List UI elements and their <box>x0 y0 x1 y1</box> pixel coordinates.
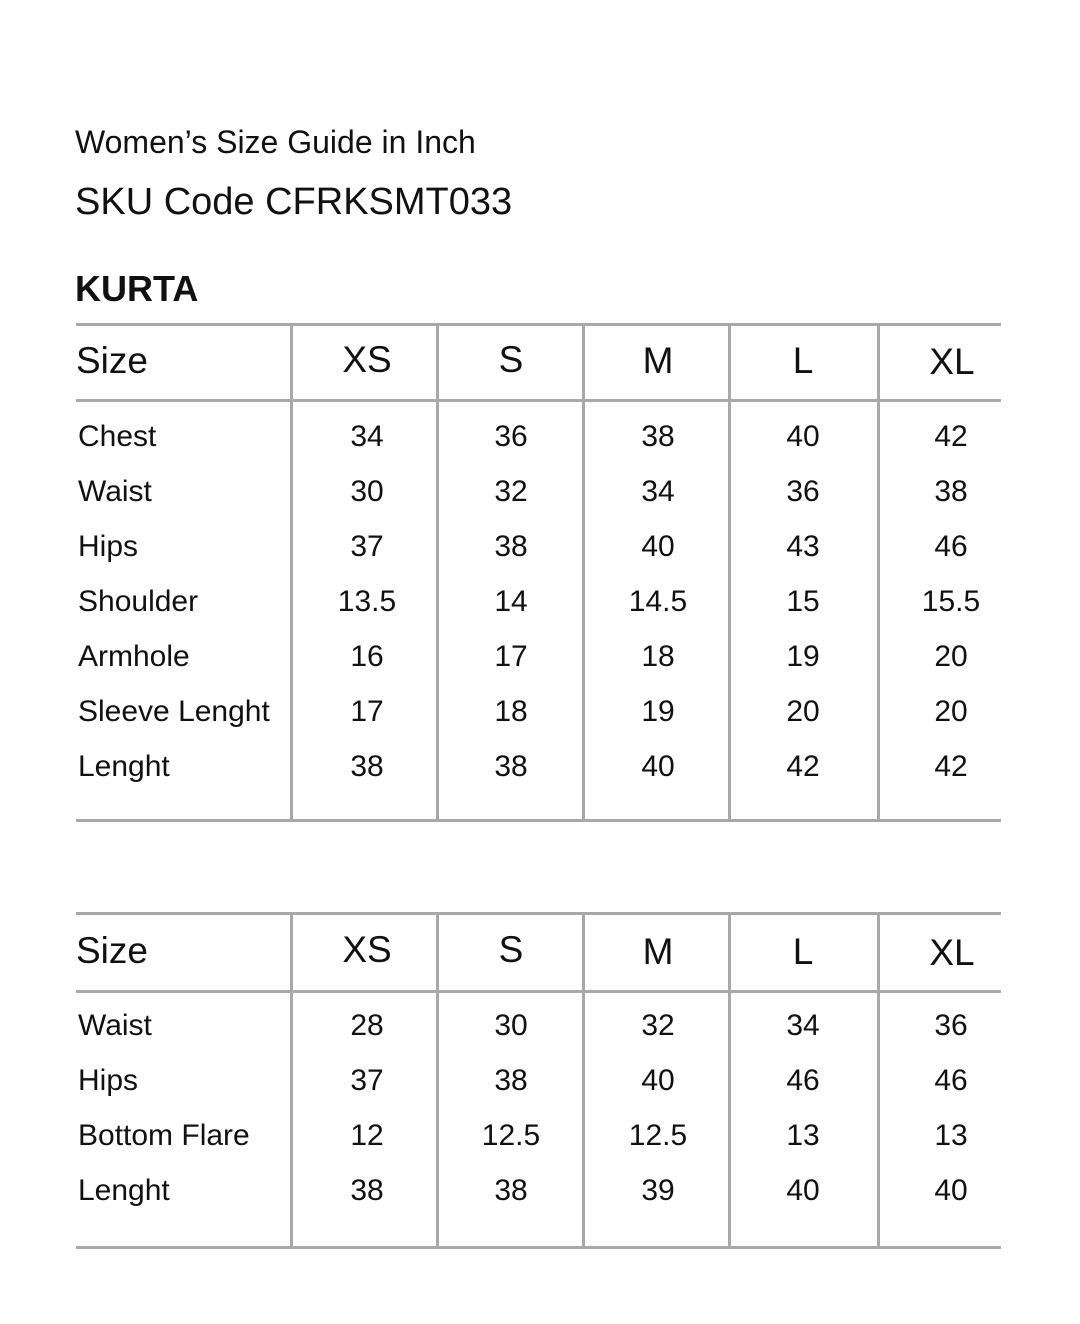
table-cell: 20 <box>934 695 968 728</box>
table-cell: 38 <box>494 750 528 783</box>
table-cell: 40 <box>786 420 820 453</box>
table-rule-header <box>76 399 1001 402</box>
size-header-s: S <box>498 929 524 970</box>
table-cell: 38 <box>494 1174 528 1207</box>
table-cell: 15 <box>786 585 820 618</box>
kurta-size-table <box>76 323 1001 825</box>
table-cell: 15.5 <box>921 585 981 618</box>
table-rule-bottom <box>76 1246 1001 1249</box>
table-cell: 43 <box>786 530 820 563</box>
table-cell: 12.5 <box>481 1119 541 1152</box>
table-cell: 14.5 <box>628 585 688 618</box>
table-cell: 40 <box>641 1064 675 1097</box>
table-rule-header <box>76 990 1001 993</box>
table-cell: 37 <box>350 530 384 563</box>
table-cell: 30 <box>350 475 384 508</box>
table-cell: 38 <box>494 530 528 563</box>
table-cell: 42 <box>934 420 968 453</box>
size-header-label: Size <box>76 340 148 381</box>
table-cell: 18 <box>494 695 528 728</box>
table-rule-top <box>76 323 1001 326</box>
table-cell: 34 <box>786 1009 820 1042</box>
table-cell: 38 <box>934 475 968 508</box>
column-divider <box>728 325 731 821</box>
table-cell: 17 <box>350 695 384 728</box>
row-label: Bottom Flare <box>78 1119 250 1152</box>
row-label: Lenght <box>78 750 170 783</box>
size-header-l: L <box>792 931 814 972</box>
size-header-label: Size <box>76 930 148 971</box>
table-rule-bottom <box>76 819 1001 822</box>
size-header-xl: XL <box>929 341 975 382</box>
table-cell: 34 <box>641 475 675 508</box>
size-header-s: S <box>498 339 524 380</box>
section-title-kurta: KURTA <box>75 268 199 309</box>
size-header-m: M <box>642 931 674 972</box>
table-cell: 40 <box>934 1174 968 1207</box>
table-cell: 40 <box>641 530 675 563</box>
row-label: Chest <box>78 420 157 453</box>
table-rule-top <box>76 912 1001 915</box>
table-cell: 40 <box>641 750 675 783</box>
table-cell: 18 <box>641 640 675 673</box>
row-label: Waist <box>78 475 152 508</box>
column-divider <box>877 914 880 1248</box>
table-cell: 38 <box>350 1174 384 1207</box>
bottom-size-table <box>76 912 1001 1252</box>
table-cell: 36 <box>786 475 820 508</box>
table-cell: 42 <box>786 750 820 783</box>
column-divider <box>290 914 293 1248</box>
table-cell: 39 <box>641 1174 675 1207</box>
table-cell: 17 <box>494 640 528 673</box>
table-cell: 19 <box>641 695 675 728</box>
row-label: Hips <box>78 530 139 563</box>
table-cell: 32 <box>641 1009 675 1042</box>
table-cell: 13 <box>786 1119 820 1152</box>
table-cell: 20 <box>934 640 968 673</box>
size-header-xl: XL <box>929 932 975 973</box>
table-cell: 28 <box>350 1009 384 1042</box>
column-divider <box>290 325 293 821</box>
table-cell: 46 <box>934 1064 968 1097</box>
table-cell: 38 <box>350 750 384 783</box>
column-divider <box>877 325 880 821</box>
sku-code: SKU Code CFRKSMT033 <box>75 181 513 223</box>
table-cell: 30 <box>494 1009 528 1042</box>
table-cell: 32 <box>494 475 528 508</box>
table-cell: 13.5 <box>337 585 397 618</box>
column-divider <box>582 914 585 1248</box>
row-label: Armhole <box>78 640 190 673</box>
row-label: Lenght <box>78 1174 170 1207</box>
table-cell: 36 <box>494 420 528 453</box>
table-cell: 38 <box>494 1064 528 1097</box>
table-cell: 12.5 <box>628 1119 688 1152</box>
table-cell: 20 <box>786 695 820 728</box>
table-cell: 12 <box>350 1119 384 1152</box>
column-divider <box>728 914 731 1248</box>
row-label: Hips <box>78 1064 139 1097</box>
table-cell: 19 <box>786 640 820 673</box>
size-guide-title: Women’s Size Guide in Inch <box>75 124 476 160</box>
size-header-m: M <box>642 340 674 381</box>
table-cell: 46 <box>934 530 968 563</box>
row-label: Shoulder <box>78 585 199 618</box>
table-cell: 38 <box>641 420 675 453</box>
size-header-l: L <box>792 340 814 381</box>
table-cell: 40 <box>786 1174 820 1207</box>
row-label: Waist <box>78 1009 152 1042</box>
table-cell: 13 <box>934 1119 968 1152</box>
table-cell: 34 <box>350 420 384 453</box>
column-divider <box>582 325 585 821</box>
table-cell: 36 <box>934 1009 968 1042</box>
table-cell: 16 <box>350 640 384 673</box>
table-cell: 37 <box>350 1064 384 1097</box>
table-cell: 46 <box>786 1064 820 1097</box>
size-header-xs: XS <box>342 929 392 970</box>
size-header-xs: XS <box>342 339 392 380</box>
row-label: Sleeve Lenght <box>78 695 270 728</box>
table-cell: 14 <box>494 585 528 618</box>
table-cell: 42 <box>934 750 968 783</box>
